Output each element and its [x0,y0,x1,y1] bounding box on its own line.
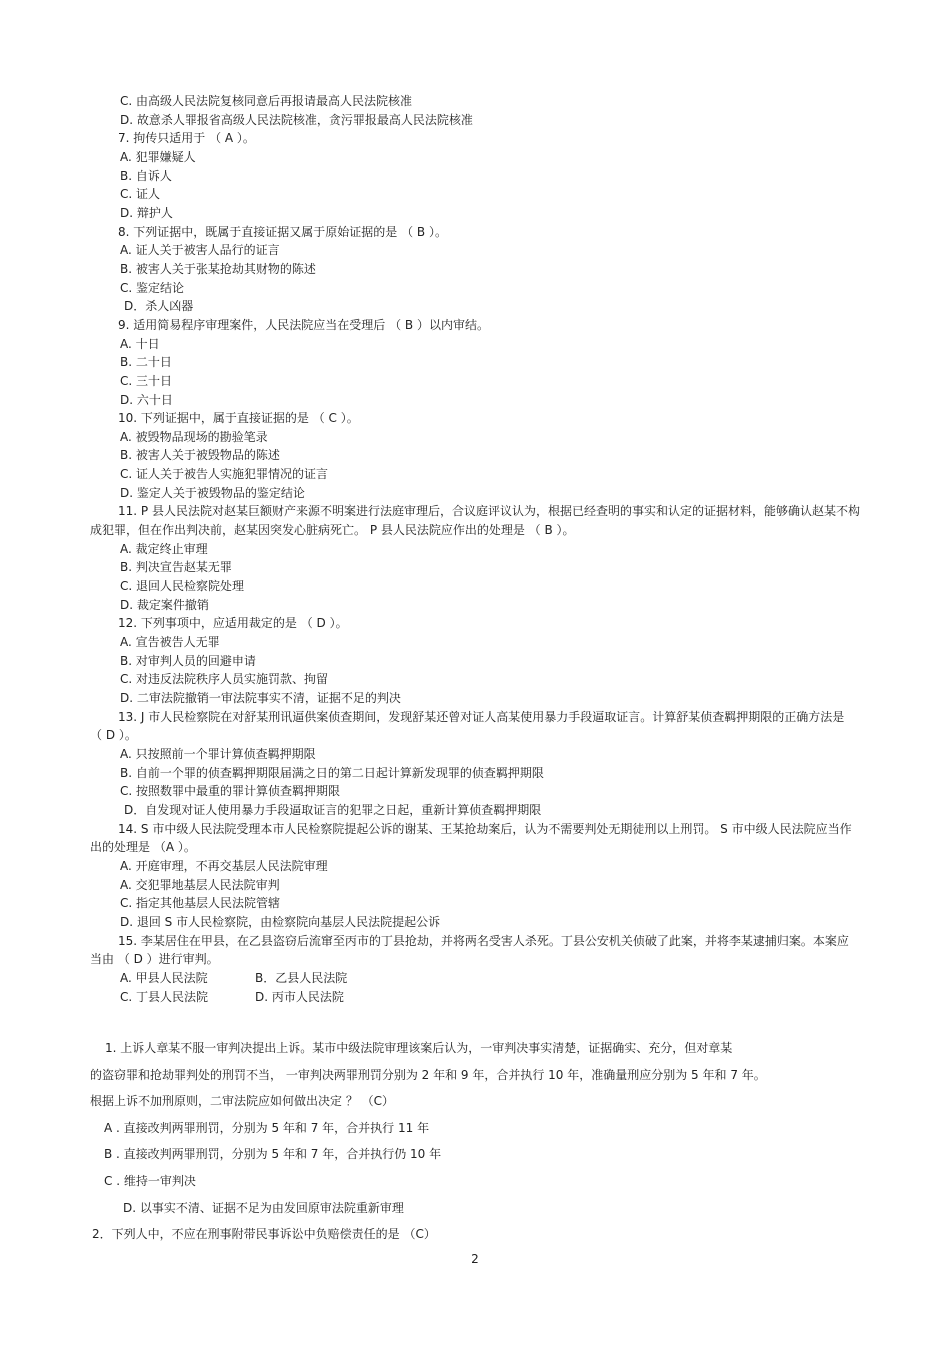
question-9: 9. 适用简易程序审理案件，人民法院应当在受理后 （ B ）以内审结。 [118,317,489,332]
option: B. 被害人关于被毁物品的陈述 [120,448,280,463]
option: B. 对审判人员的回避申请 [120,653,256,668]
option: A. 被毁物品现场的勘验笔录 [120,429,268,444]
option: A. 交犯罪地基层人民法院审判 [120,877,280,892]
option: B．乙县人民法院 [255,970,348,985]
option: D. 丙市人民法院 [255,989,344,1004]
question-1-continued: 的盗窃罪和抢劫罪判处的刑罚不当， 一审判决两罪刑罚分别为 2 年和 9 年，合并执行 10 年，准确量刑应分别为 5 年和 7 年。 [90,1067,766,1082]
option: D. 退回 S 市人民检察院，由检察院向基层人民法院提起公诉 [120,914,441,929]
question-15: 15. 李某居住在甲县，在乙县盗窃后流窜至丙市的丁县抢劫，并将两名受害人杀死。丁县公安机关侦破了此案，并将李某逮捕归案。本案应当由 （ D ）进行审判。 [90,933,849,967]
option-pair [90,969,865,988]
question-2: 2．下列人中，不应在刑事附带民事诉讼中负赔偿责任的是 （C） [92,1227,436,1242]
option: D. 二审法院撤销一审法院事实不清，证据不足的判决 [120,691,401,705]
question-14: 14. S 市中级人民法院受理本市人民检察院提起公诉的谢某、王某抢劫案后，认为不需要判处无期徒刑以上刑罚。 S 市中级人民法院应当作出的处理是 （A ）。 [90,821,852,855]
text-line: C. 由高级人民法院复核同意后再报请最高人民法院核准 [120,94,413,108]
option: B. 自前一个罪的侦查羁押期限届满之日的第二日起计算新发现罪的侦查羁押期限 [120,765,544,780]
option: C. 丁县人民法院 [120,989,209,1004]
option: C. 指定其他基层人民法院管辖 [120,896,281,911]
question-10: 10. 下列证据中，属于直接证据的是 （ C ）。 [118,411,359,426]
option: D．杀人凶器 [124,299,194,314]
option: C . 维持一审判决 [104,1173,196,1188]
option: B. 二十日 [120,355,172,370]
option: A. 证人关于被害人品行的证言 [120,243,280,258]
option: B. 被害人关于张某抢劫其财物的陈述 [120,261,316,276]
option: A . 直接改判两罪刑罚，分别为 5 年和 7 年，合并执行 11 年 [104,1120,430,1135]
question-11: 11. P 县人民法院对赵某巨额财产来源不明案进行法庭审理后，合议庭评议认为，根据已经查明的事实和认定的证据材料，能够确认赵某不构成犯罪，但在作出判决前，赵某因突发心脏病死亡。 P 县人民法院应作出的处理是 （ B ）。 [90,504,860,538]
option: A. 开庭审理，不再交基层人民法院审理 [120,858,328,873]
question-section-single-choice [90,92,865,1006]
option: A. 十日 [120,336,160,351]
question-12: 12. 下列事项中，应适用裁定的是 （ D ）。 [118,616,348,631]
option: C. 证人 [120,187,161,202]
option: C. 证人关于被告人实施犯罪情况的证言 [120,467,329,482]
option: D. 以事实不清、证据不足为由发回原审法院重新审理 [123,1200,404,1215]
option: A. 甲县人民法院 [120,970,208,985]
option: D. 裁定案件撤销 [120,597,209,612]
option: D. 辩护人 [120,205,173,220]
question-13: 13. J 市人民检察院在对舒某刑讯逼供案侦查期间，发现舒某还曾对证人高某使用暴力手段逼取证言。计算舒某侦查羁押期限的正确方法是 （ D ）。 [90,709,845,743]
option: C. 对违反法院秩序人员实施罚款、拘留 [120,672,329,687]
question-7: 7. 拘传只适用于 （ A ）。 [118,131,255,146]
option: C. 按照数罪中最重的罪计算侦查羁押期限 [120,784,341,799]
question-1-continued: 根据上诉不加刑原则，二审法院应如何做出决定 ？ （C） [90,1094,395,1109]
option: D．自发现对证人使用暴力手段逼取证言的犯罪之日起，重新计算侦查羁押期限 [124,802,542,817]
option: A. 裁定终止审理 [120,541,208,556]
option: A. 犯罪嫌疑人 [120,149,196,164]
text-line: D. 故意杀人罪报省高级人民法院核准，贪污罪报最高人民法院核准 [120,112,473,127]
option: B. 自诉人 [120,168,172,183]
option: C. 退回人民检察院处理 [120,579,245,594]
option: B. 判决宣告赵某无罪 [120,560,232,575]
option: C. 鉴定结论 [120,280,185,295]
option: D. 鉴定人关于被毁物品的鉴定结论 [120,485,305,500]
option-pair [90,988,865,1007]
option: A. 宣告被告人无罪 [120,635,220,650]
question-8: 8. 下列证据中，既属于直接证据又属于原始证据的是 （ B ）。 [118,224,447,239]
question-section-second [90,1035,865,1248]
page-number: 2 [471,1252,479,1266]
option: A. 只按照前一个罪计算侦查羁押期限 [120,746,316,761]
option: C. 三十日 [120,373,173,388]
option: D. 六十日 [120,392,173,407]
option: B . 直接改判两罪刑罚，分别为 5 年和 7 年，合并执行仍 10 年 [104,1147,442,1162]
question-1: 1. 上诉人章某不服一审判决提出上诉。某市中级法院审理该案后认为，一审判决事实清楚，证据确实、充分，但对章某 [105,1041,733,1055]
